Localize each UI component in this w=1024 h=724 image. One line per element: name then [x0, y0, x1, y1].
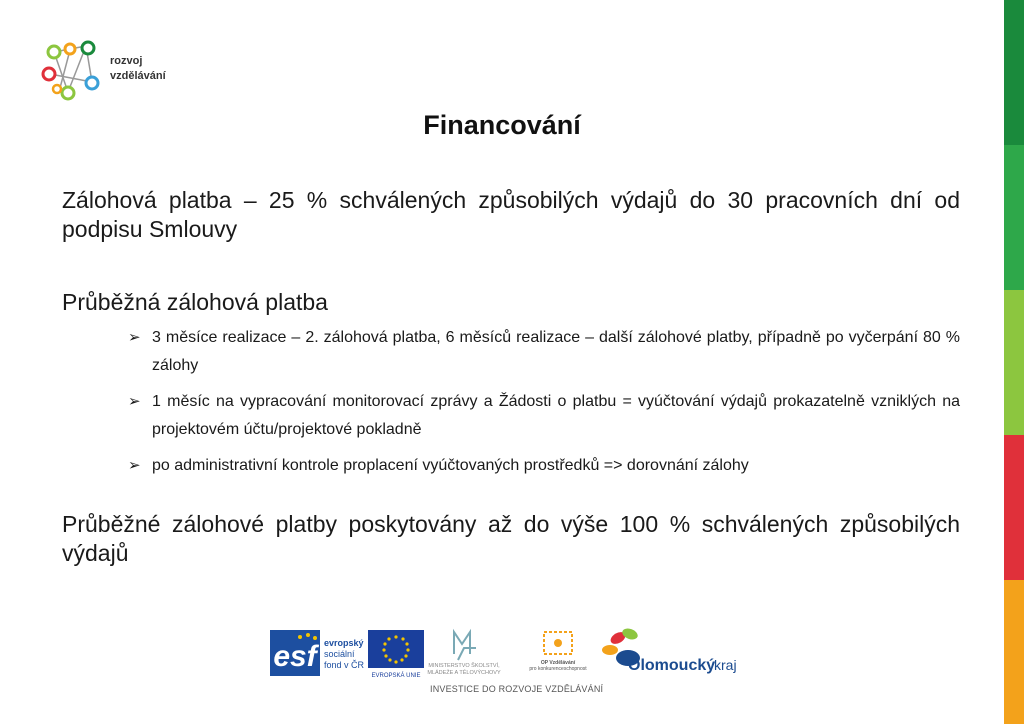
msmt-logo-icon [454, 632, 476, 660]
region-suffix: kraj [714, 657, 737, 673]
footer-tagline: INVESTICE DO ROZVOJE VZDĚLÁVÁNÍ [430, 684, 604, 694]
esf-line-2: sociální [324, 649, 355, 659]
svg-text:esf: esf [273, 640, 317, 673]
paragraph-interim-payments: Průběžné zálohové platby poskytovány až do výše 100 % schválených způsobilých výdajů [62, 511, 960, 566]
msmt-line-1: MINISTERSTVO ŠKOLSTVÍ, [428, 663, 500, 669]
region-name: Olomoucký [628, 657, 716, 674]
esf-logo-icon [270, 630, 320, 676]
msmt-line-2: MLÁDEŽE A TĚLOVÝCHOVY [427, 670, 501, 676]
list-item: ➢ po administrativní kontrole proplacení vyúčtovaných prostředků => dorovnání zálohy [126, 452, 960, 480]
logo-line-2: vzdělávání [110, 70, 166, 82]
stripe-red [1004, 435, 1024, 580]
bullet-list [126, 324, 960, 488]
list-item: ➢ 3 měsíce realizace – 2. zálohová platba, 6 měsíců realizace – další zálohové platby, případně po vyčerpání 80 % zálohy [126, 324, 960, 380]
logo-line-1: rozvoj [110, 55, 143, 67]
esf-line-3: fond v ČR [324, 660, 365, 670]
paragraph-advance-payment: Zálohová platba – 25 % schválených způsobilých výdajů do 30 pracovních dní od podpisu Smlouvy [62, 187, 960, 242]
stripe-green [1004, 145, 1024, 290]
arrow-bullet-icon: ➢ [128, 329, 141, 346]
list-item: ➢ 1 měsíc na vypracování monitorovací zprávy a Žádosti o platbu = vyúčtování výdajů prokazatelně vzniklých na projektovém účtu/projektové pokladně [126, 388, 960, 444]
eu-flag-icon [368, 630, 424, 668]
op-vzdelavani-logo-icon [544, 632, 572, 654]
heading-interim-payment: Průběžná zálohová platba [62, 289, 328, 315]
stripe-orange [1004, 580, 1024, 724]
op-line-2: pro konkurenceschopnost [529, 666, 587, 672]
arrow-bullet-icon: ➢ [128, 457, 141, 474]
logo-text [110, 54, 166, 84]
op-line-1: OP Vzdělávání [540, 660, 576, 666]
stripe-light-green [1004, 290, 1024, 435]
arrow-bullet-icon: ➢ [128, 393, 141, 410]
stripe-dark-green [1004, 0, 1024, 145]
esf-line-1: evropský [324, 638, 364, 648]
eu-label: EVROPSKÁ UNIE [371, 673, 421, 679]
slide-title: Financování [423, 110, 581, 140]
